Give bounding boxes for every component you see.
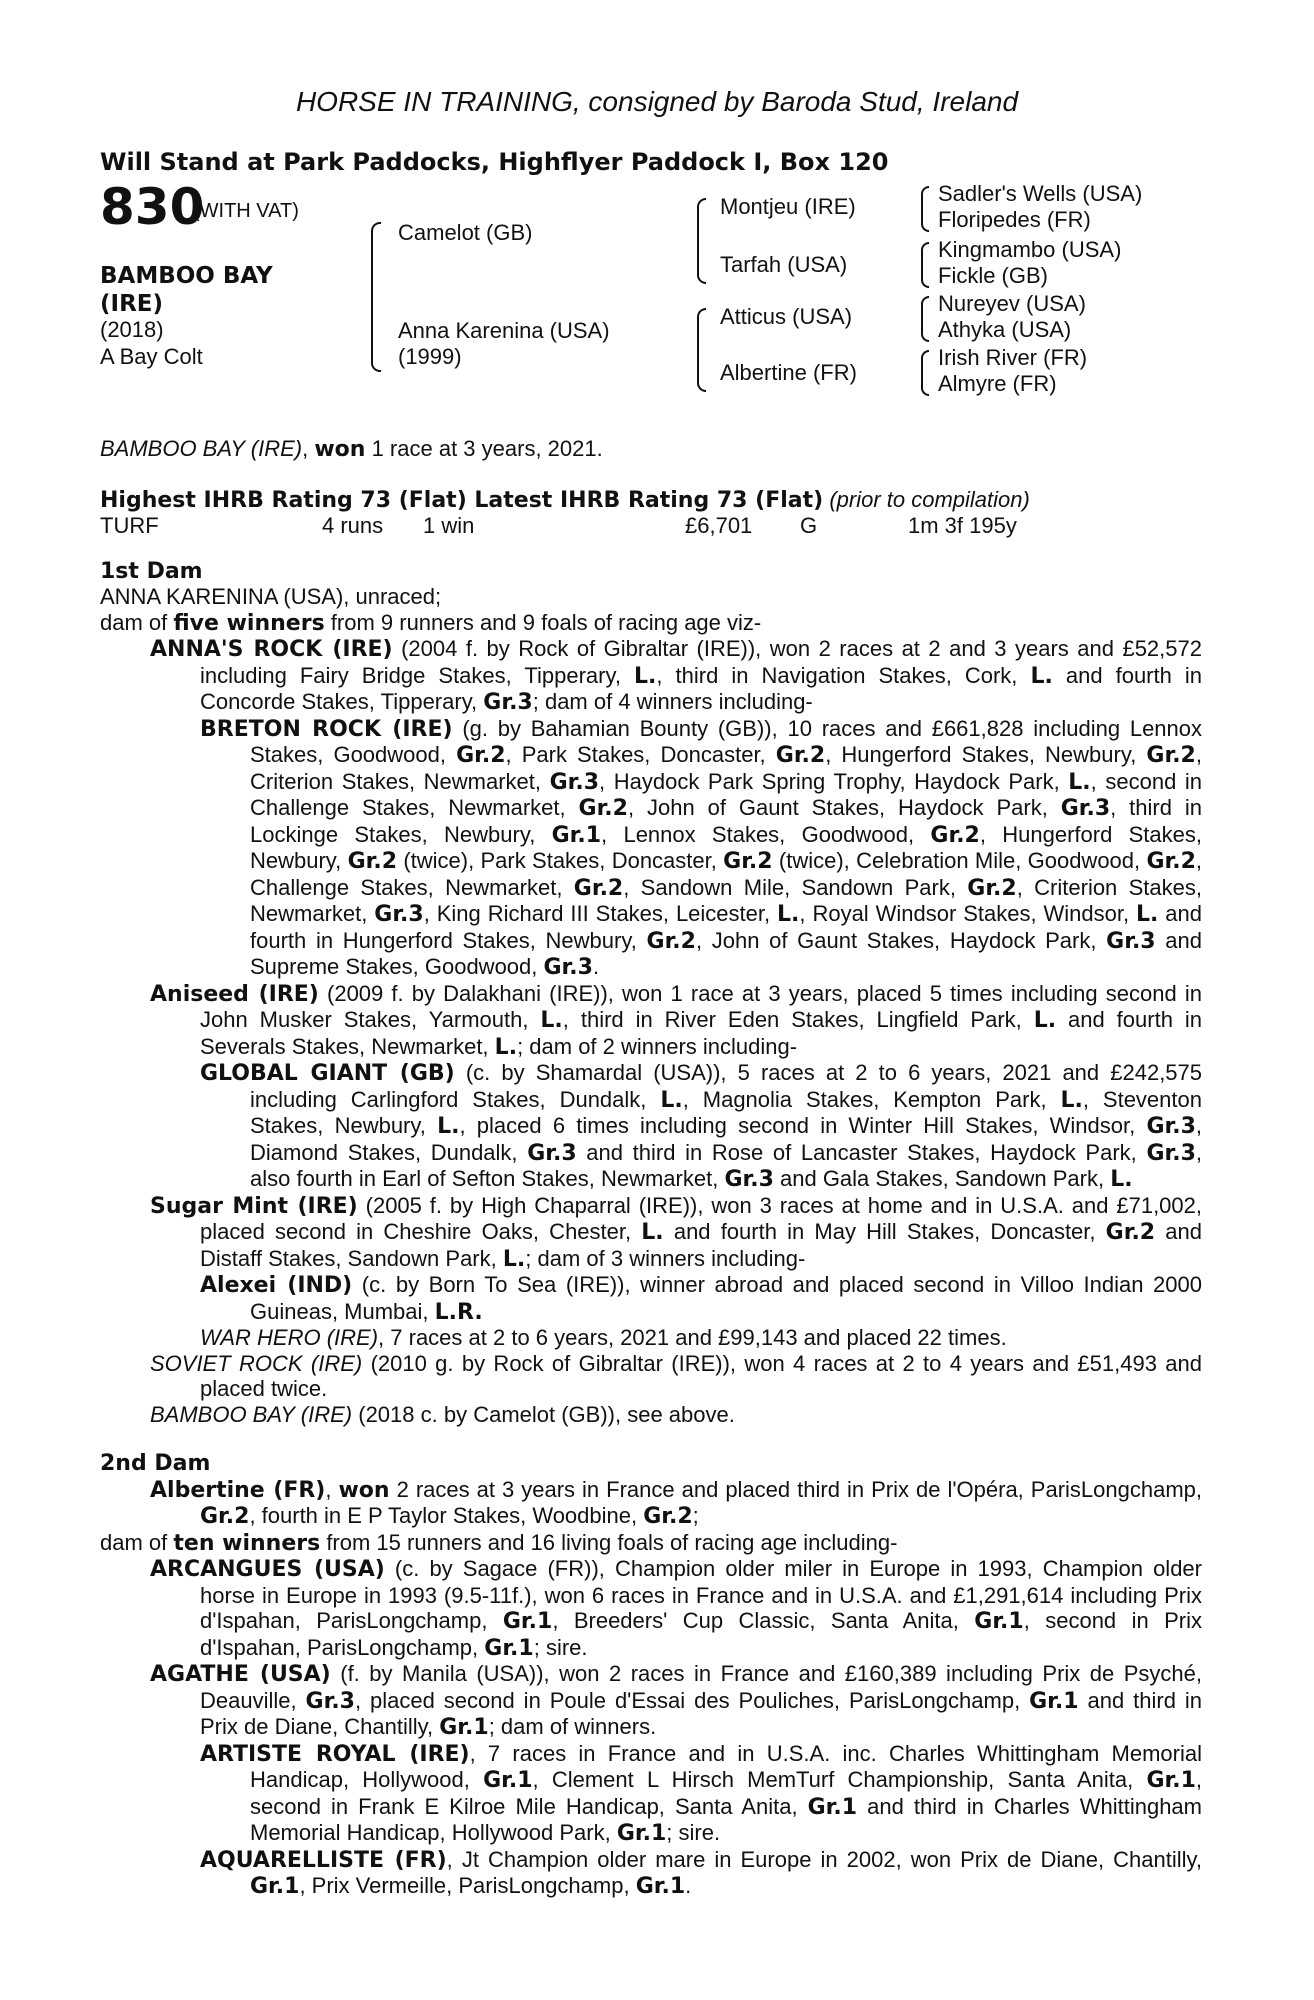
entry-text: (g. by Bahamian Bounty (GB)), 10 races and £661,828 including Lennox Stakes, Goodwood, bbox=[250, 715, 1203, 767]
entry-text: and Distaff Stakes, Sandown Park, bbox=[200, 1219, 1202, 1271]
entry-text: , Hungerford Stakes, Newbury, bbox=[825, 742, 1147, 767]
bold-text: Gr.3 bbox=[724, 1167, 774, 1192]
bold-text: Gr.2 bbox=[347, 849, 398, 874]
record-earnings: £6,701 bbox=[685, 513, 753, 538]
entry-text: and fourth in Concorde Stakes, Tipperary, bbox=[200, 662, 1202, 714]
bold-text: L. bbox=[1060, 1087, 1083, 1113]
race-record bbox=[100, 513, 1202, 539]
bold-text: Gr.2 bbox=[456, 743, 506, 768]
second-dam-won: won bbox=[338, 1477, 390, 1503]
pedigree-brace bbox=[921, 296, 929, 342]
produce-entry bbox=[100, 1325, 1202, 1351]
record-distance: 1m 3f 195y bbox=[908, 513, 1017, 538]
dam-of-winners: ten winners bbox=[173, 1530, 321, 1556]
produce-entry bbox=[100, 716, 1202, 981]
stand-location: Will Stand at Park Paddocks, Highflyer Paddock I, Box 120 bbox=[100, 148, 889, 176]
entry-text: , second in Prix d'Ispahan, ParisLongchamp, bbox=[200, 1608, 1202, 1660]
pedigree-dam-year: (1999) bbox=[398, 344, 462, 369]
pedigree-g2: Floripedes (FR) bbox=[938, 207, 1091, 232]
vat-note: (WITH VAT) bbox=[193, 200, 299, 222]
horse-year: (2018) bbox=[100, 317, 164, 342]
bold-text: GLOBAL GIANT (GB) bbox=[200, 1061, 455, 1086]
pedigree-brace bbox=[921, 350, 929, 396]
entry-text: and third in Prix de Diane, Chantilly, bbox=[200, 1687, 1203, 1739]
bold-text: L. bbox=[494, 1034, 518, 1060]
produce-entry bbox=[100, 1060, 1202, 1193]
pedigree-dam: Anna Karenina (USA) bbox=[398, 318, 610, 343]
bold-text: Gr.1 bbox=[807, 1794, 858, 1820]
bold-text: Gr.2 bbox=[967, 875, 1017, 901]
pedigree-g4: Fickle (GB) bbox=[938, 263, 1048, 288]
italic-text: WAR HERO (IRE) bbox=[200, 1325, 379, 1350]
entry-text: . bbox=[592, 954, 600, 979]
bold-text: Gr.1 bbox=[616, 1821, 667, 1846]
horse-name-line2: (IRE) bbox=[100, 291, 164, 317]
entry-text: ; dam of winners. bbox=[488, 1714, 657, 1739]
entry-text: ; dam of 3 winners including- bbox=[525, 1245, 806, 1271]
horse-name bbox=[100, 262, 273, 318]
entry-text: and fourth in May Hill Stakes, Doncaster, bbox=[663, 1219, 1106, 1244]
produce-entry bbox=[100, 1351, 1202, 1402]
pedigree-g3: Kingmambo (USA) bbox=[938, 237, 1122, 262]
bold-text: Gr.2 bbox=[723, 849, 773, 874]
horse-description: A Bay Colt bbox=[100, 344, 203, 369]
bold-text: Gr.2 bbox=[200, 1504, 250, 1529]
bold-text: L. bbox=[634, 663, 657, 689]
bold-text: L. bbox=[1110, 1167, 1133, 1192]
entry-text: and fourth in Severals Stakes, Newmarket, bbox=[200, 1007, 1202, 1059]
entry-text: , Sandown Mile, Sandown Park, bbox=[623, 874, 968, 900]
pedigree-g1: Sadler's Wells (USA) bbox=[938, 181, 1143, 206]
bold-text: Gr.2 bbox=[1146, 743, 1196, 768]
bold-text: Sugar Mint (IRE) bbox=[150, 1193, 358, 1219]
bold-text: L. bbox=[1033, 1008, 1057, 1033]
pedigree-dam-dam: Albertine (FR) bbox=[720, 360, 857, 385]
bold-text: Gr.3 bbox=[374, 902, 424, 927]
bold-text: Gr.1 bbox=[551, 822, 602, 848]
entry-text: ; dam of 4 winners including- bbox=[532, 689, 813, 714]
entry-text: ; dam of 2 winners including- bbox=[517, 1033, 798, 1059]
entry-text: , third in River Eden Stakes, Lingfield Park, bbox=[562, 1007, 1034, 1032]
pedigree-g7: Irish River (FR) bbox=[938, 345, 1088, 370]
rating-line bbox=[100, 487, 1202, 514]
bold-text: Gr.3 bbox=[543, 955, 593, 980]
entry-text: , placed second in Poule d'Essai des Pouliches, ParisLongchamp, bbox=[354, 1687, 1030, 1713]
entry-text: , Breeders' Cup Classic, Santa Anita, bbox=[552, 1608, 975, 1633]
entry-text: and third in Rose of Lancaster Stakes, Haydock Park, bbox=[576, 1139, 1147, 1165]
bold-text: Gr.3 bbox=[305, 1688, 355, 1714]
entry-text: . bbox=[685, 1873, 692, 1898]
bold-text: ANNA'S ROCK (IRE) bbox=[150, 637, 393, 662]
entry-text: , Diamond Stakes, Dundalk, bbox=[250, 1113, 1202, 1165]
rating-note: (prior to compilation) bbox=[829, 486, 1030, 512]
entry-text: (c. by Shamardal (USA)), 5 races at 2 to 6 years, 2021 and £242,575 including Carlingford Stakes, Dundalk, bbox=[250, 1060, 1203, 1112]
entry-text: and Supreme Stakes, Goodwood, bbox=[250, 927, 1202, 979]
entry-text: ; sire. bbox=[666, 1820, 721, 1845]
record-runs: 4 runs bbox=[322, 513, 384, 538]
bold-text: Gr.1 bbox=[439, 1715, 489, 1740]
summary-rest: 1 race at 3 years, 2021. bbox=[365, 436, 603, 461]
produce-entry bbox=[100, 1556, 1202, 1661]
first-dam-heading: 1st Dam bbox=[100, 558, 203, 584]
bold-text: Gr.3 bbox=[1060, 796, 1111, 821]
italic-text: BAMBOO BAY (IRE) bbox=[150, 1401, 353, 1427]
bold-text: Gr.2 bbox=[1146, 849, 1196, 874]
entry-text: , third in Lockinge Stakes, Newbury, bbox=[250, 795, 1202, 847]
dam-of-rest: from 9 runners and 9 foals of racing age viz- bbox=[324, 609, 762, 635]
bold-text: L. bbox=[1068, 769, 1091, 795]
bold-text: Gr.1 bbox=[502, 1609, 553, 1634]
bold-text: L.R. bbox=[434, 1299, 483, 1325]
entry-text: , Steventon Stakes, Newbury, bbox=[250, 1086, 1202, 1138]
bold-text: Gr.3 bbox=[1146, 1114, 1196, 1139]
bold-text: Gr.2 bbox=[930, 822, 980, 848]
bold-text: L. bbox=[777, 902, 800, 927]
bold-text: AQUARELLISTE (FR) bbox=[200, 1847, 447, 1873]
produce-entry bbox=[100, 1193, 1202, 1273]
dam-of-rest: from 15 runners and 16 living foals of racing age including- bbox=[320, 1529, 898, 1555]
entry-text: , third in Navigation Stakes, Cork, bbox=[656, 662, 1031, 688]
bold-text: Alexei (IND) bbox=[200, 1273, 353, 1298]
bold-text: Gr.3 bbox=[1146, 1140, 1196, 1166]
entry-text: (2010 g. by Rock of Gibraltar (IRE)), won 4 races at 2 to 4 years and £51,493 and placed twice. bbox=[200, 1350, 1202, 1401]
bold-text: Gr.3 bbox=[483, 690, 533, 715]
entry-text: , 7 races in France and in U.S.A. inc. Charles Whittingham Memorial Handicap, Hollywood, bbox=[250, 1740, 1202, 1792]
pedigree-sire-dam: Tarfah (USA) bbox=[720, 252, 848, 277]
second-dam-name: Albertine (FR) bbox=[150, 1477, 326, 1503]
dam-of-text: dam of bbox=[100, 609, 174, 635]
entry-text: , second in Frank E Kilroe Mile Handicap, Santa Anita, bbox=[250, 1767, 1202, 1819]
entry-text: , second in Challenge Stakes, Newmarket, bbox=[250, 768, 1203, 820]
entry-text: , John of Gaunt Stakes, Haydock Park, bbox=[695, 927, 1107, 953]
bold-text: Gr.2 bbox=[1105, 1220, 1156, 1245]
pedigree-g6: Athyka (USA) bbox=[938, 317, 1072, 342]
pedigree-sire-sire: Montjeu (IRE) bbox=[720, 194, 856, 219]
lot-number: 830 bbox=[100, 178, 205, 236]
entry-text: , John of Gaunt Stakes, Haydock Park, bbox=[627, 795, 1061, 820]
horse-name-line1: BAMBOO BAY bbox=[100, 263, 273, 289]
bold-text: L. bbox=[502, 1246, 526, 1272]
entry-text: , Royal Windsor Stakes, Windsor, bbox=[799, 901, 1136, 926]
bold-text: BRETON ROCK (IRE) bbox=[200, 716, 453, 742]
first-dam-line: ANNA KARENINA (USA), unraced; bbox=[100, 584, 442, 609]
sale-title: HORSE IN TRAINING, consigned by Baroda Stud, Ireland bbox=[295, 86, 1019, 117]
produce-entry bbox=[100, 1402, 1202, 1428]
entry-text: , Magnolia Stakes, Kempton Park, bbox=[682, 1086, 1061, 1112]
entry-text: , Criterion Stakes, Newmarket, bbox=[250, 742, 1202, 794]
bold-text: Gr.1 bbox=[484, 1635, 534, 1661]
bold-text: Gr.1 bbox=[1029, 1688, 1079, 1714]
race-summary: BAMBOO BAY (IRE), won 1 race at 3 years, 2021. bbox=[100, 436, 603, 462]
italic-text: SOVIET ROCK (IRE) bbox=[150, 1350, 363, 1376]
pedigree-g5: Nureyev (USA) bbox=[938, 291, 1086, 316]
pedigree-brace bbox=[921, 242, 929, 288]
entry-text: , Jt Champion older mare in Europe in 2002, won Prix de Diane, Chantilly, bbox=[446, 1846, 1202, 1872]
bold-text: Gr.3 bbox=[1106, 928, 1156, 954]
bold-text: L. bbox=[437, 1114, 460, 1139]
produce-entry bbox=[100, 1847, 1202, 1900]
pedigree-sire: Camelot (GB) bbox=[398, 220, 533, 245]
entry-text: , Prix Vermeille, ParisLongchamp, bbox=[299, 1873, 636, 1898]
record-going: G bbox=[800, 513, 818, 538]
summary-won: won bbox=[314, 437, 366, 462]
dam-of-text: dam of bbox=[100, 1529, 174, 1555]
entry-text: (c. by Born To Sea (IRE)), winner abroad and placed second in Villoo Indian 2000 Guineas, Mumbai, bbox=[250, 1272, 1202, 1324]
bold-text: L. bbox=[540, 1008, 563, 1033]
summary-horse: BAMBOO BAY (IRE) bbox=[100, 436, 303, 461]
bold-text: Gr.2 bbox=[775, 743, 826, 768]
entry-text: , King Richard III Stakes, Leicester, bbox=[423, 901, 778, 926]
bold-text: Gr.1 bbox=[635, 1874, 686, 1899]
bold-text: Gr.1 bbox=[250, 1874, 300, 1899]
separator: , bbox=[325, 1476, 339, 1502]
bold-text: Gr.2 bbox=[643, 1504, 693, 1529]
bold-text: ARCANGUES (USA) bbox=[150, 1557, 385, 1582]
bold-text: L. bbox=[1030, 663, 1053, 689]
bold-text: Gr.1 bbox=[974, 1609, 1024, 1634]
bold-text: L. bbox=[1135, 902, 1159, 927]
entry-text: ; sire. bbox=[533, 1634, 588, 1660]
bold-text: Gr.1 bbox=[483, 1768, 533, 1793]
pedigree-g8: Almyre (FR) bbox=[938, 371, 1057, 396]
bold-text: L. bbox=[641, 1220, 664, 1245]
entry-text: , Criterion Stakes, Newmarket, bbox=[250, 874, 1202, 926]
bold-text: Gr.2 bbox=[646, 928, 696, 954]
produce-entry bbox=[100, 1272, 1202, 1325]
bold-text: Gr.3 bbox=[527, 1140, 577, 1166]
record-surface: TURF bbox=[100, 513, 159, 538]
entry-text: and third in Charles Whittingham Memorial Handicap, Hollywood Park, bbox=[250, 1793, 1202, 1845]
bold-text: ARTISTE ROYAL (IRE) bbox=[200, 1741, 470, 1767]
entry-text: (2009 f. by Dalakhani (IRE)), won 1 race at 3 years, placed 5 times including second in John Musker Stakes, Yarmouth, bbox=[200, 980, 1203, 1032]
rating-highest: Highest IHRB Rating 73 (Flat) Latest IHRB Rating 73 (Flat) bbox=[100, 487, 824, 513]
pedigree-dam-sire: Atticus (USA) bbox=[720, 304, 853, 329]
entry-text: 2 races at 3 years in France and placed third in Prix de l'Opéra, ParisLongchamp, bbox=[389, 1476, 1202, 1502]
entry-text: , fourth in E P Taylor Stakes, Woodbine, bbox=[249, 1503, 644, 1528]
entry-text: (2004 f. by Rock of Gibraltar (IRE)), won 2 races at 2 and 3 years and £52,572 including Fairy Bridge Stakes, Tipperary, bbox=[200, 636, 1202, 688]
bold-text: Gr.2 bbox=[573, 875, 624, 901]
bold-text: Gr.2 bbox=[578, 796, 628, 821]
entry-text: , Clement L Hirsch MemTurf Championship, Santa Anita, bbox=[532, 1767, 1147, 1792]
bold-text: AGATHE (USA) bbox=[150, 1662, 331, 1687]
entry-text: (2005 f. by High Chaparral (IRE)), won 3 races at home and in U.S.A. and £71,002, placed second in Cheshire Oaks, Chester, bbox=[200, 1192, 1202, 1244]
catalogue-body bbox=[100, 436, 1202, 1900]
entry-text: , Haydock Park Spring Trophy, Haydock Park, bbox=[599, 768, 1069, 794]
bold-text: Aniseed (IRE) bbox=[150, 981, 319, 1007]
pedigree-brace bbox=[371, 222, 381, 372]
second-dam-heading: 2nd Dam bbox=[100, 1451, 211, 1476]
entry-text: (c. by Sagace (FR)), Champion older miler in Europe in 1993, Champion older horse in Europe in 1993 (9.5-11f.), won 6 races in France and in U.S.A. and £1,291,614 including Prix d'Ispahan, ParisLongchamp, bbox=[200, 1556, 1202, 1633]
entry-text: , Hungerford Stakes, Newbury, bbox=[250, 821, 1202, 873]
pedigree-brace bbox=[921, 186, 929, 232]
record-wins: 1 win bbox=[423, 513, 475, 538]
entry-text: ; bbox=[692, 1503, 699, 1528]
entry-text: (twice), Celebration Mile, Goodwood, bbox=[772, 848, 1147, 873]
bold-text: Gr.1 bbox=[1146, 1768, 1196, 1793]
first-dam-summary bbox=[100, 610, 1202, 637]
entry-text: (twice), Park Stakes, Doncaster, bbox=[397, 848, 724, 873]
entry-text: , Park Stakes, Doncaster, bbox=[505, 742, 776, 767]
second-dam-summary bbox=[100, 1530, 1202, 1557]
dam-of-winners: five winners bbox=[173, 610, 325, 636]
produce-entry bbox=[100, 981, 1202, 1061]
entry-text: , 7 races at 2 to 6 years, 2021 and £99,143 and placed 22 times. bbox=[378, 1325, 1007, 1350]
entry-text: (2018 c. by Camelot (GB)), see above. bbox=[352, 1401, 735, 1427]
entry-text: , also fourth in Earl of Sefton Stakes, Newmarket, bbox=[250, 1139, 1202, 1191]
bold-text: Gr.3 bbox=[549, 769, 600, 795]
produce-entry bbox=[100, 1661, 1202, 1741]
pedigree-brace bbox=[697, 198, 706, 284]
bold-text: L. bbox=[660, 1087, 683, 1113]
entry-text: and fourth in Hungerford Stakes, Newbury, bbox=[250, 901, 1202, 953]
produce-entry bbox=[100, 636, 1202, 716]
produce-entry bbox=[100, 1741, 1202, 1847]
entry-text: (f. by Manila (USA)), won 2 races in France and £160,389 including Prix de Psyché, Deauville, bbox=[200, 1661, 1203, 1713]
second-dam-record bbox=[100, 1477, 1202, 1530]
entry-text: , Challenge Stakes, Newmarket, bbox=[250, 848, 1202, 900]
entry-text: , Lennox Stakes, Goodwood, bbox=[601, 821, 931, 847]
entry-text: and Gala Stakes, Sandown Park, bbox=[773, 1166, 1111, 1191]
pedigree-brace bbox=[697, 308, 706, 392]
entry-text: , placed 6 times including second in Winter Hill Stakes, Windsor, bbox=[459, 1113, 1147, 1138]
